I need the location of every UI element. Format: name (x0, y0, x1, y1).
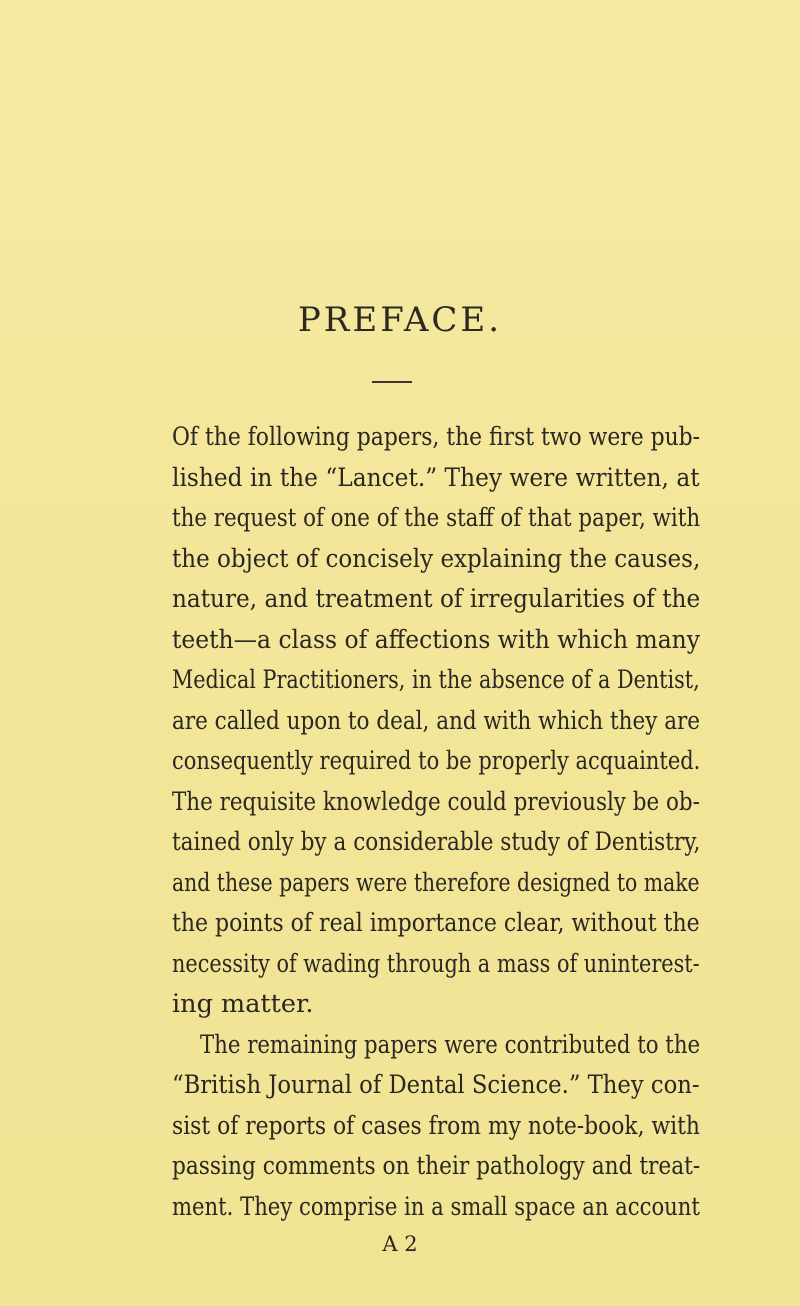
text-line-4: the object of concisely explaining the causes, (172, 543, 701, 574)
text-line-1: Of the following papers, the first two were pub- (172, 422, 701, 452)
text-line-8: are called upon to deal, and with which they are (172, 705, 701, 736)
text-line-14: necessity of wading through a mass of uninterest- (172, 948, 700, 979)
text-line-18: sist of reports of cases from my note-book, with (172, 1110, 700, 1141)
text-line-2: lished in the “Lancet.” They were written, at (172, 462, 700, 493)
text-line-19: passing comments on their pathology and treat- (172, 1151, 701, 1181)
text-line-12: and these papers were therefore designed to make (172, 867, 700, 898)
title-rule (372, 381, 412, 383)
text-line-16: The remaining papers were contributed to the (200, 1029, 701, 1060)
text-line-10: The requisite knowledge could previously be ob- (172, 786, 700, 817)
text-line-15: ing matter. (172, 989, 314, 1019)
text-line-7: Medical Practitioners, in the absence of a Dentist, (172, 665, 700, 695)
text-line-3: the request of one of the staff of that paper, with (172, 503, 701, 533)
text-line-9: consequently required to be properly acquainted. (172, 746, 701, 776)
text-line-6: teeth—a class of affections with which many (172, 624, 701, 655)
text-line-17: “British Journal of Dental Science.” They con- (172, 1070, 700, 1100)
signature-mark: A 2 (382, 1232, 418, 1256)
text-line-5: nature, and treatment of irregularities of the (172, 584, 701, 614)
text-line-11: tained only by a considerable study of Dentistry, (172, 827, 701, 857)
page-title: PREFACE. (297, 300, 503, 340)
text-line-13: the points of real importance clear, without the (172, 908, 700, 938)
text-line-20: ment. They comprise in a small space an account (172, 1191, 700, 1222)
